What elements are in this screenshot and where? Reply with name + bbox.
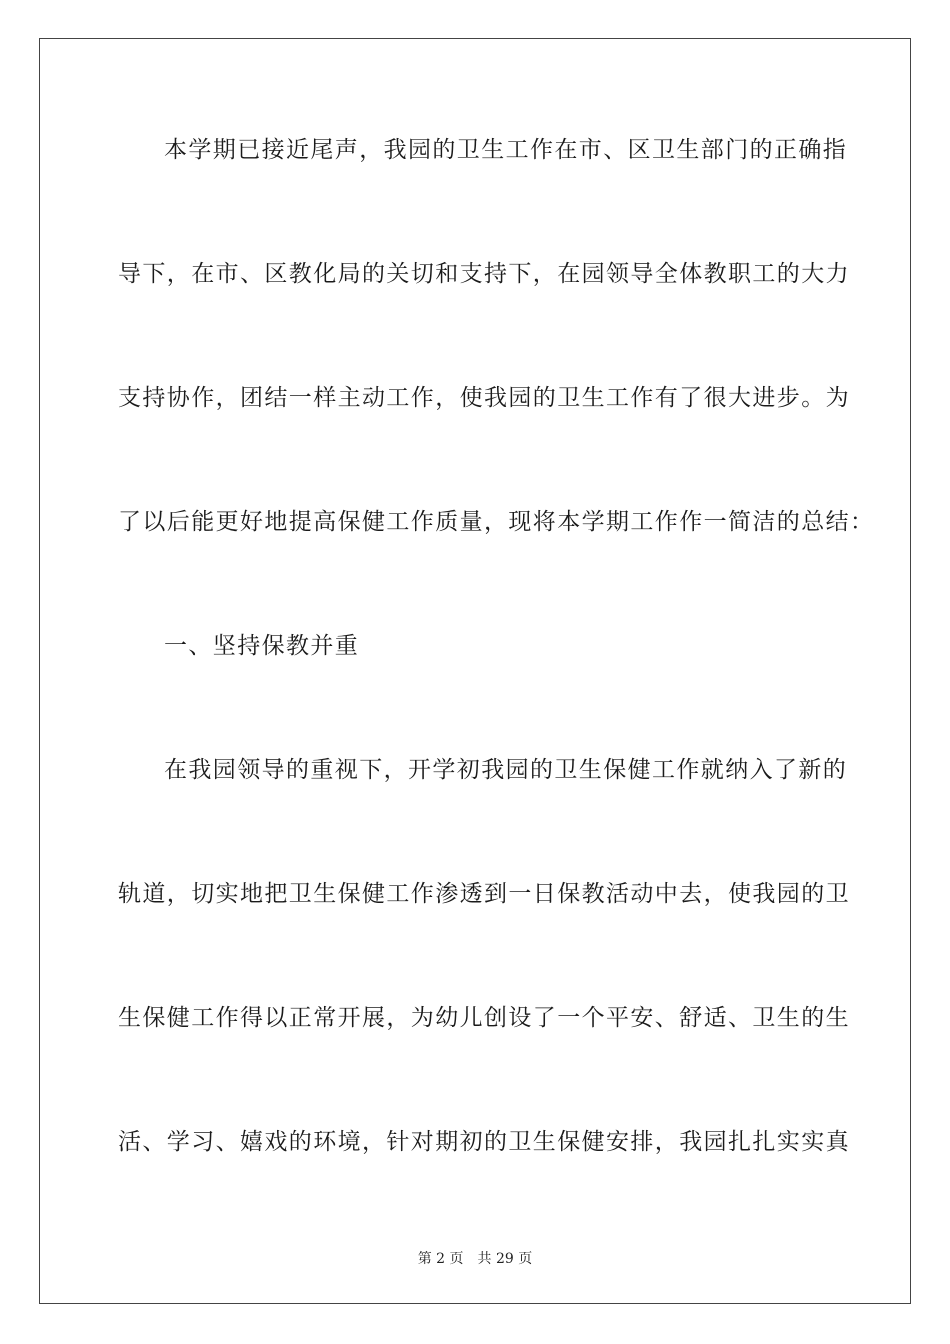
paragraph-line-3: 支持协作，团结一样主动工作，使我园的卫生工作有了很大进步。为 bbox=[118, 385, 850, 411]
page-total: 共 29 页 bbox=[477, 1251, 533, 1267]
section-heading: 一、坚持保教并重 bbox=[164, 633, 360, 659]
page-border bbox=[39, 38, 911, 1304]
paragraph-line-7: 生保健工作得以正常开展，为幼儿创设了一个平安、舒适、卫生的生 bbox=[118, 1005, 850, 1031]
page-number: 第 2 页 bbox=[417, 1251, 464, 1267]
paragraph-line-6: 轨道，切实地把卫生保健工作渗透到一日保教活动中去，使我园的卫 bbox=[118, 881, 850, 907]
paragraph-line-2: 导下，在市、区教化局的关切和支持下，在园领导全体教职工的大力 bbox=[118, 261, 850, 287]
page-footer bbox=[0, 1248, 950, 1268]
paragraph-line-5: 在我园领导的重视下，开学初我园的卫生保健工作就纳入了新的 bbox=[164, 757, 848, 783]
paragraph-line-8: 活、学习、嬉戏的环境，针对期初的卫生保健安排，我园扎扎实实真 bbox=[118, 1129, 850, 1155]
paragraph-line-4: 了以后能更好地提高保健工作质量，现将本学期工作作一简洁的总结： bbox=[118, 509, 875, 535]
paragraph-line-1: 本学期已接近尾声，我园的卫生工作在市、区卫生部门的正确指 bbox=[164, 137, 848, 163]
